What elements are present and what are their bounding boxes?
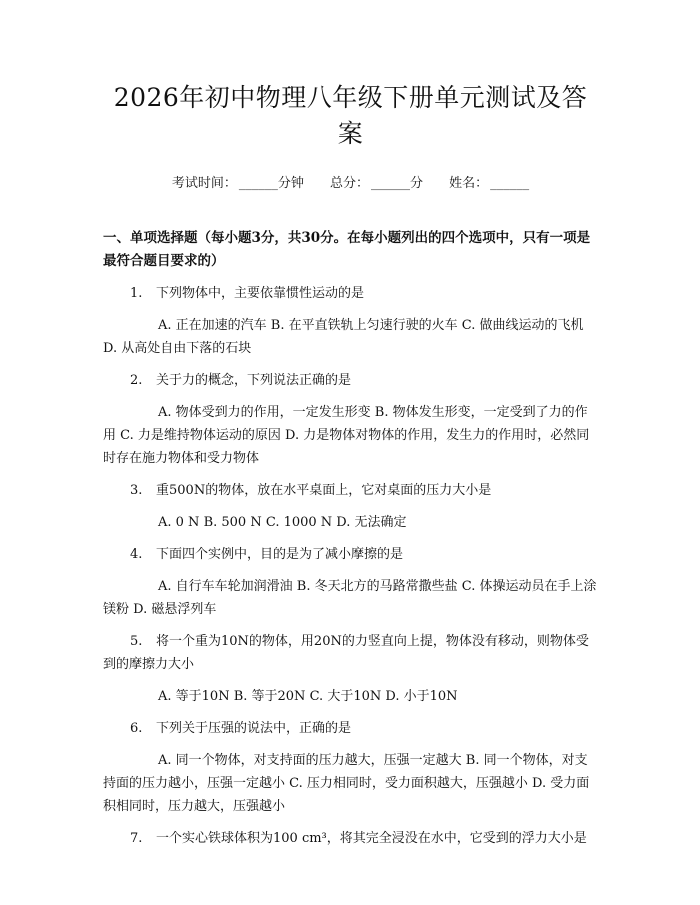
section-heading: 一、单项选择题（每小题3分，共30分。在每小题列出的四个选项中，只有一项是最符合题目要求的） (103, 230, 591, 269)
question-text: 关于力的概念，下列说法正确的是 (156, 373, 352, 388)
question-options: A. 自行车车轮加润滑油 B. 冬天北方的马路常撒些盐 C. 体操运动员在手上涂镁粉 D. 磁悬浮列车 (103, 579, 597, 617)
student-name-field (449, 174, 529, 194)
student-name-label: 姓名： (449, 176, 489, 191)
question-number: 1. (130, 286, 143, 301)
question-stem (103, 369, 598, 392)
question-options: A. 正在加速的汽车 B. 在平直铁轨上匀速行驶的火车 C. 做曲线运动的飞机 D. 从高处自由下落的石块 (103, 318, 584, 356)
question-stem (103, 282, 598, 305)
question-1 (103, 282, 598, 360)
total-score-field (330, 174, 423, 194)
question-text: 下列物体中，主要依靠惯性运动的是 (156, 286, 365, 301)
exam-info-line (103, 174, 598, 194)
total-score-blank: ______分 (371, 176, 424, 191)
question-number: 3. (130, 483, 143, 498)
question-5 (103, 630, 598, 708)
exam-time-label: 考试时间： (171, 176, 237, 191)
question-text: 下面四个实例中，目的是为了减小摩擦的是 (156, 547, 404, 562)
question-options: A. 0 N B. 500 N C. 1000 N D. 无法确定 (158, 515, 407, 530)
question-number: 7. (130, 831, 143, 846)
student-name-blank: ______ (490, 176, 530, 191)
question-number: 4. (130, 547, 143, 562)
question-7 (103, 827, 598, 850)
question-4 (103, 543, 598, 621)
question-stem (103, 827, 598, 850)
question-options: A. 物体受到力的作用，一定发生形变 B. 物体发生形变，一定受到了力的作用 C. 力是维持物体运动的原因 D. 力是物体对物体的作用，发生力的作用时，必然同时存在施力物体和受力物体 (103, 405, 590, 466)
question-number: 6. (130, 721, 143, 736)
question-2 (103, 369, 598, 470)
total-score-label: 总分： (329, 176, 369, 191)
question-text: 一个实心铁球体积为100 cm³，将其完全浸没在水中，它受到的浮力大小是 (156, 831, 587, 846)
question-6 (103, 717, 598, 818)
question-stem (103, 630, 598, 676)
question-options: A. 同一个物体，对支持面的压力越大，压强一定越大 B. 同一个物体，对支持面的压力越小，压强一定越小 C. 压力相同时，受力面积越大，压强越小 D. 受力面积相同时，压力越大，压强越小 (103, 753, 590, 814)
exam-time-blank: ______分钟 (238, 176, 304, 191)
question-stem (103, 543, 598, 566)
question-number: 2. (130, 373, 143, 388)
exam-time-field (172, 174, 304, 194)
question-options: A. 等于10N B. 等于20N C. 大于10N D. 小于10N (158, 689, 458, 704)
question-number: 5. (130, 634, 143, 649)
question-text: 下列关于压强的说法中，正确的是 (156, 721, 352, 736)
question-3 (103, 479, 598, 534)
question-text: 将一个重为10N的物体，用20N的力竖直向上提，物体没有移动，则物体受到的摩擦力大小 (103, 634, 589, 672)
question-stem (103, 479, 598, 502)
question-text: 重500N的物体，放在水平桌面上，它对桌面的压力大小是 (156, 483, 492, 498)
document-title: 2026年初中物理八年级下册单元测试及答案 (113, 83, 588, 148)
question-stem (103, 717, 598, 740)
